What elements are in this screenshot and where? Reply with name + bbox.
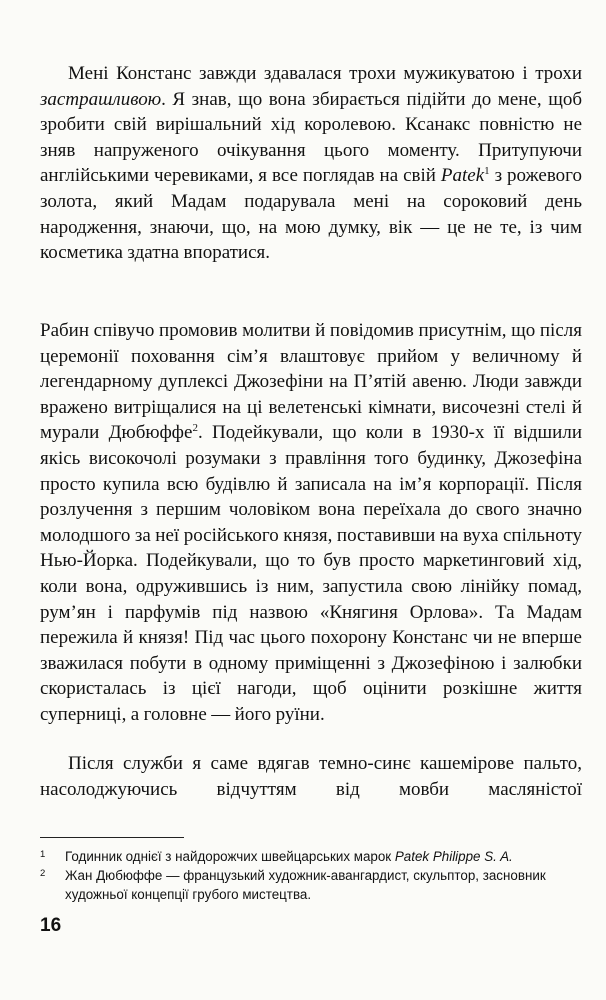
paragraph-2-text-b: . Подейкували, що коли в 1930-х її відшили якісь високочолі розумаки з правління того будинку, Джозефіна просто купила всю будівлю й записала на ім’я корпорації. Після розлучення з першим чоловіком вона переїхала до свого значно молодшого за неї російського князя, поставивши на вуха спільноту Нью-Йорка. Подейкували, що то був просто маркетинговий хід, коли вона, одружившись із ним, запустила свою лінійку помад, рум’ян і парфумів під назвою «Княгиня Орлова». Та Мадам пережила й князя! Під час цього похорону Констанс чи не вперше зважилася побути в одному приміщенні з Джозефіною і залюбки скористалась із цієї нагоди, щоб оцінити розкішне життя суперниці, а головне — його руїни.	[40, 422, 582, 725]
paragraph-1	[40, 61, 582, 266]
footnote-2-text: Жан Дюбюффе — французький художник-авангардист, скульптор, засновник художньої концепції грубого мистецтва.	[65, 868, 546, 902]
footnote-1-number: 1	[40, 849, 46, 860]
footnote-1-text	[65, 847, 584, 866]
paragraph-1-italic-brand: Patek	[440, 165, 485, 187]
footnote-2	[40, 866, 584, 904]
paragraph-3	[40, 751, 582, 802]
paragraph-2-text-a: Рабин співучо промовив молитви й повідомив присутнім, що після церемонії поховання сім’я влаштовує прийом у величному й легендарному дуплексі Джозефіни на П’ятій авеню. Люди завжди вражено витріщалися на ці велетенські кімнати, височезні стелі й мурали Дюбюффе	[40, 320, 582, 444]
footnote-ref-2: 2	[192, 422, 198, 435]
paragraph-1-text-b: . Я знав, що вона збирається підійти до мене, щоб зробити свій вирішальний хід королевою. Ксанакс повністю не зняв напруженого очікування цього моменту. Притупуючи англійськими черевиками, я все поглядав на свій	[40, 88, 582, 187]
footnote-1-text-a: Годинник однієї з найдорожчих швейцарських марок	[65, 849, 395, 864]
footnote-divider	[40, 837, 184, 838]
paragraph-3-text: Після служби я саме вдягав темно-синє кашемірове пальто, насолоджуючись відчуттям від мовби масляністої	[40, 753, 582, 800]
paragraph-1-text-c: з рожевого золота, який Мадам подарувала мені на сороковий день народження, знаючи, що, на мою думку, вік — це не те, із чим косметика здатна впоратися.	[40, 165, 583, 264]
footnotes	[40, 847, 584, 904]
footnote-1-italic-brand: Patek Philippe S. A.	[394, 849, 513, 864]
footnote-2-number: 2	[40, 868, 46, 879]
paragraph-1-italic-word: застрашливою	[40, 88, 162, 110]
paragraph-1-text-a: Мені Констанс завжди здавалася трохи мужикуватою і трохи	[68, 63, 582, 84]
footnote-ref-1: 1	[484, 165, 490, 178]
paragraph-2	[40, 318, 582, 728]
page-number: 16	[40, 915, 62, 936]
footnote-1	[40, 847, 584, 866]
